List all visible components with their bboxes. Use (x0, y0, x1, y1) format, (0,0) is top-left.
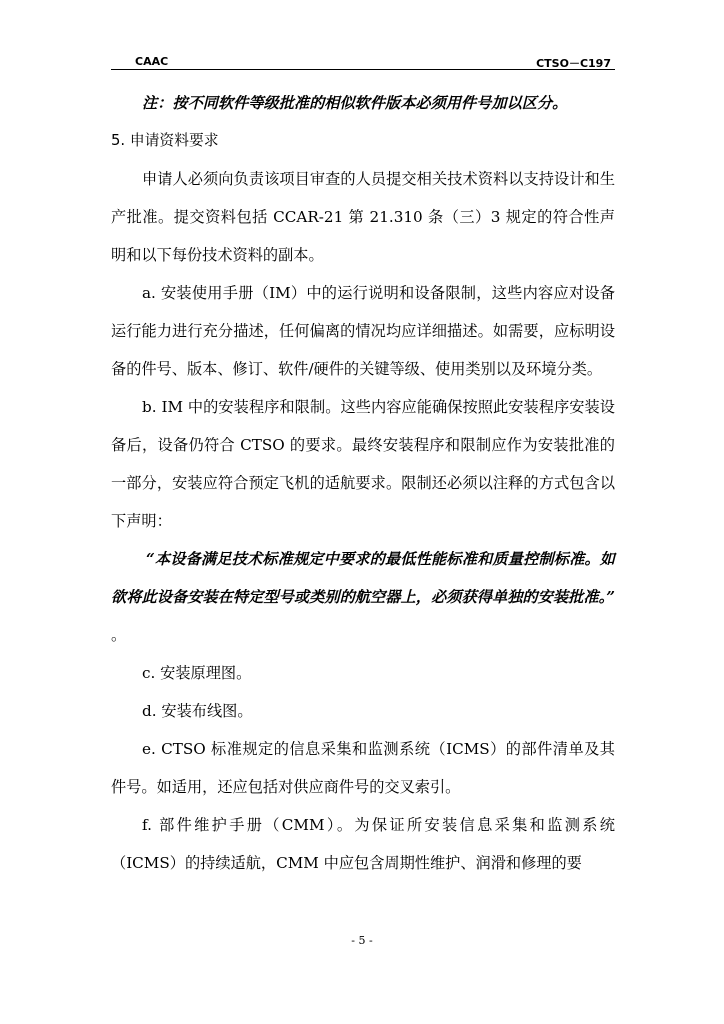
item-d-paragraph: d. 安装布线图。 (142, 702, 253, 720)
required-statement-paragraph (111, 540, 615, 654)
page-body (111, 84, 615, 882)
item-a-paragraph: a. 安装使用手册（IM）中的运行说明和设备限制，这些内容应对设备运行能力进行充分描述，任何偏离的情况均应详细描述。如需要，应标明设备的件号、版本、修订、软件/硬件的关键等级、使用类别以及环境分类。 (111, 284, 615, 378)
section-heading: 5. 申请资料要求 (111, 132, 219, 149)
intro-paragraph: 申请人必须向负责该项目审查的人员提交相关技术资料以支持设计和生产批准。提交资料包括 CCAR-21 第 21.310 条（三）3 规定的符合性声明和以下每份技术资料的副本。 (111, 170, 615, 264)
header-rule (111, 69, 615, 70)
header-left-label: CAAC (135, 55, 169, 68)
item-b-paragraph: b. IM 中的安装程序和限制。这些内容应能确保按照此安装程序安装设备后，设备仍符合 CTSO 的要求。最终安装程序和限制应作为安装批准的一部分，安装应符合预定飞机的适航要求。限制还必须以注释的方式包含以下声明： (111, 398, 615, 530)
page-header (111, 52, 615, 70)
item-f-paragraph: f. 部件维护手册（CMM）。为保证所安装信息采集和监测系统（ICMS）的持续适航，CMM 中应包含周期性维护、润滑和修理的要 (111, 816, 615, 872)
software-version-note: 注：按不同软件等级批准的相似软件版本必须用件号加以区分。 (142, 94, 568, 112)
item-e-paragraph: e. CTSO 标准规定的信息采集和监测系统（ICMS）的部件清单及其件号。如适用，还应包括对供应商件号的交叉索引。 (111, 740, 615, 796)
required-statement: “本设备满足技术标准规定中要求的最低性能标准和质量控制标准。如欲将此设备安装在特定型号或类别的航空器上，必须获得单独的安装批准。” (111, 550, 615, 606)
item-c-paragraph: c. 安装原理图。 (142, 664, 252, 682)
page-number: - 5 - (351, 934, 373, 947)
header-document-number: CTSO－C197 (536, 57, 611, 70)
statement-end-mark: 。 (111, 626, 127, 644)
